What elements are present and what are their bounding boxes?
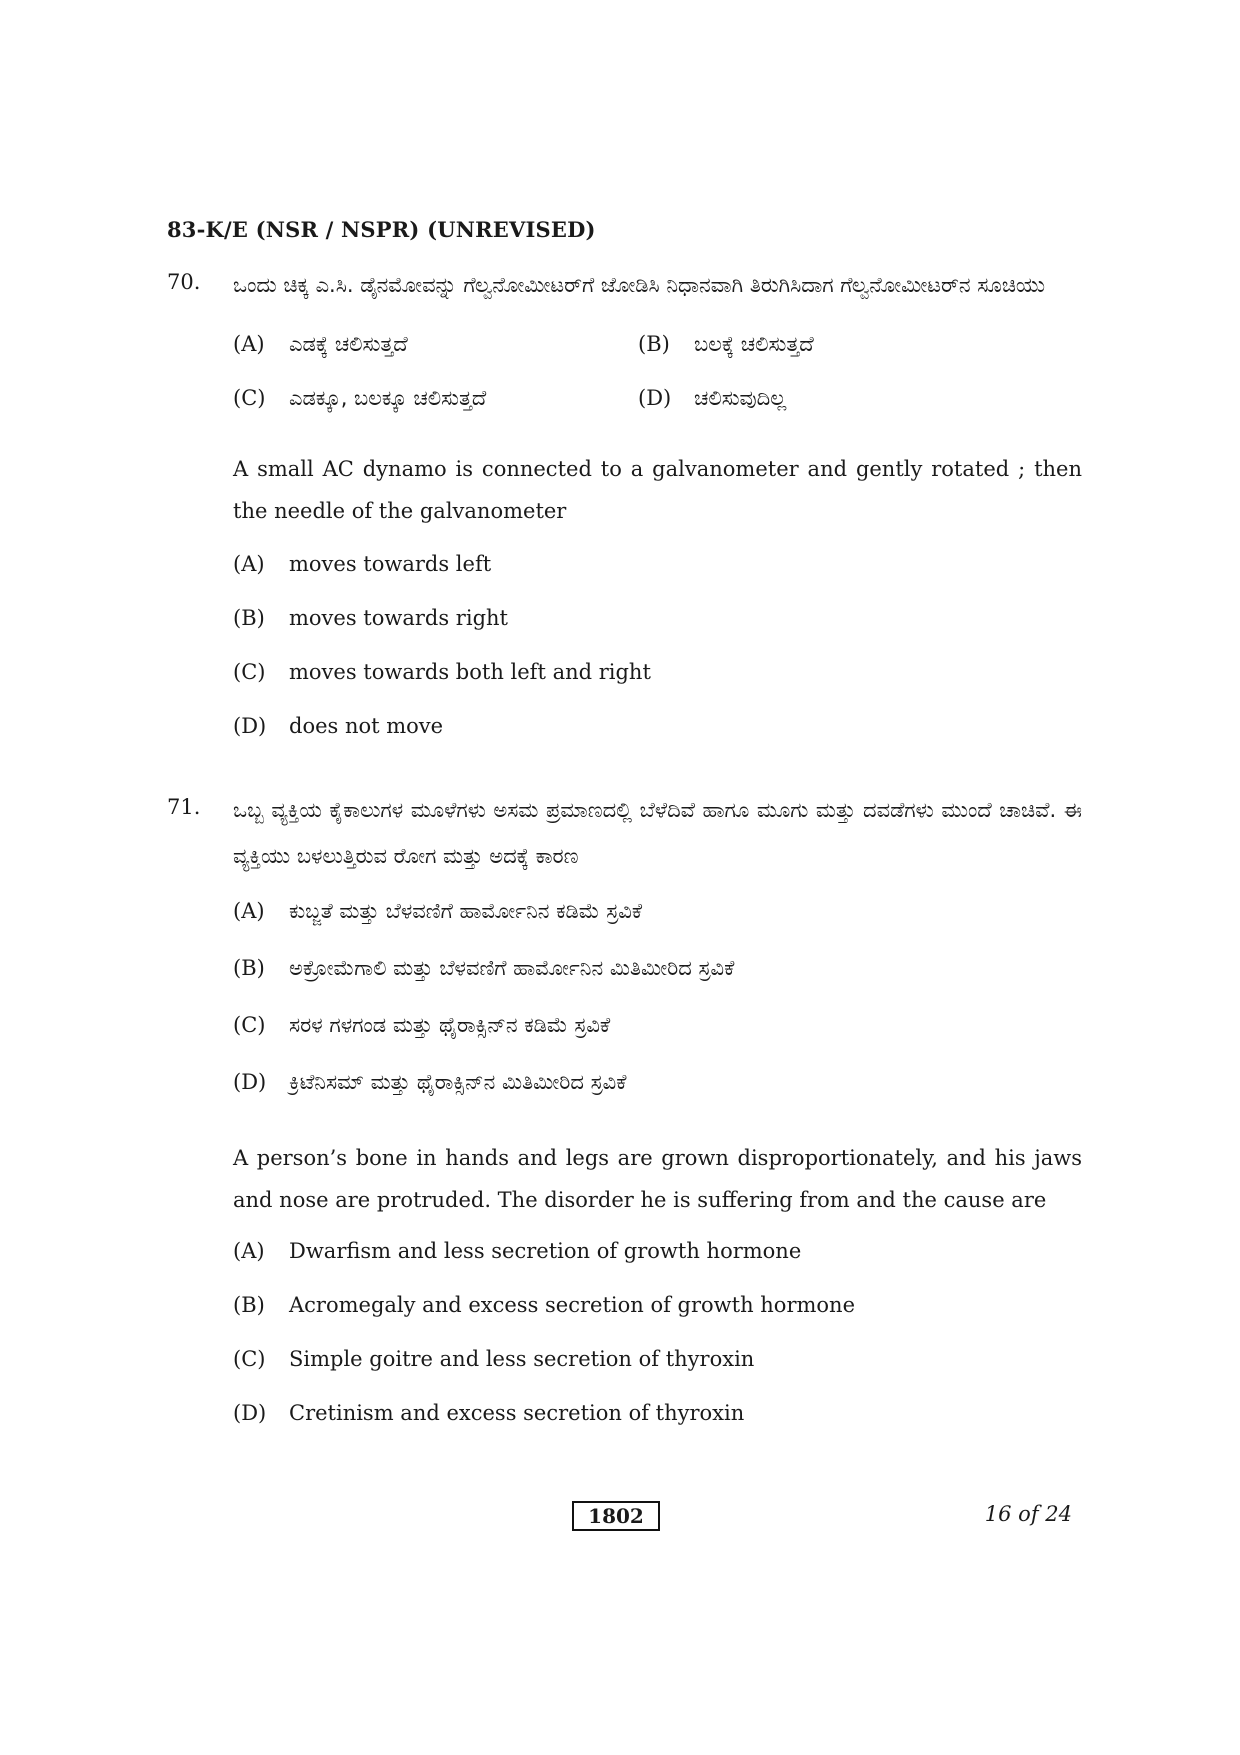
option-label: (A) [233,552,265,576]
option-text: moves towards right [289,606,508,630]
option-c-english [233,1339,1082,1393]
option-text: moves towards left [289,552,492,576]
option-a-kannada [233,891,1082,948]
option-label: (C) [233,660,266,684]
option-a-english [233,1231,1082,1285]
page-number: 16 of 24 [984,1502,1072,1526]
kannada-options [233,891,1082,1119]
option-text: Acromegaly and excess secretion of growth hormone [289,1293,855,1317]
option-label: (C) [233,1013,266,1037]
option-text: ಅಕ್ರೋಮೆಗಾಲಿ ಮತ್ತು ಬೆಳವಣಿಗೆ ಹಾರ್ಮೋನಿನ ಮಿತಿಮೀರಿದ ಸ್ರವಿಕೆ [289,956,735,980]
option-label: (D) [638,386,672,410]
option-a-kannada [233,324,638,364]
option-text: Simple goitre and less secretion of thyroxin [289,1347,755,1371]
option-a-english [233,544,1082,598]
option-label: (C) [233,386,266,410]
option-text: ಕ್ರಿಟೆನಿಸಮ್ ಮತ್ತು ಥೈರಾಕ್ಸಿನ್‌ನ ಮಿತಿಮೀರಿದ ಸ್ರವಿಕೆ [289,1070,627,1094]
question-text-english: A person’s bone in hands and legs are grown disproportionately, and his jaws and nose are protruded. The disorder he is suffering from and the cause are [233,1146,1082,1212]
option-label: (B) [638,332,670,356]
booklet-code-box: 1802 [572,1501,660,1531]
option-c-kannada [233,1005,1082,1062]
option-label: (A) [233,332,265,356]
option-b-english [233,1285,1082,1339]
question-70 [167,262,1082,760]
question-71 [167,787,1082,1447]
option-text: ಸರಳ ಗಳಗಂಡ ಮತ್ತು ಥೈರಾಕ್ಸಿನ್‌ನ ಕಡಿಮೆ ಸ್ರವಿಕೆ [289,1013,611,1037]
option-text: ಎಡಕ್ಕೂ, ಬಲಕ್ಕೂ ಚಲಿಸುತ್ತದೆ [289,386,487,410]
english-options [233,1231,1082,1447]
option-d-english [233,706,1082,760]
question-text-kannada: ಒಂದು ಚಿಕ್ಕ ಎ.ಸಿ. ಡೈನಮೋವನ್ನು ಗೆಲ್ವನೋಮೀಟರ್‌ಗೆ ಜೋಡಿಸಿ ನಿಧಾನವಾಗಿ ತಿರುಗಿಸಿದಾಗ ಗೆಲ್ವನೋಮೀಟರ್‌ನ ಸೂಚಿಯು [233,273,1046,297]
option-text: does not move [289,714,444,738]
option-d-kannada [233,1062,1082,1119]
paper-code-header: 83-K/E (NSR / NSPR) (UNREVISED) [167,217,596,242]
option-text: ಕುಬ್ಜತೆ ಮತ್ತು ಬೆಳವಣಿಗೆ ಹಾರ್ಮೋನಿನ ಕಡಿಮೆ ಸ್ರವಿಕೆ [289,899,643,923]
option-text: ಬಲಕ್ಕೆ ಚಲಿಸುತ್ತದೆ [694,332,814,356]
question-text-english: A small AC dynamo is connected to a galvanometer and gently rotated ; then the needle of the galvanometer [233,457,1082,523]
option-text: moves towards both left and right [289,660,651,684]
option-label: (A) [233,899,265,923]
option-text: ಎಡಕ್ಕೆ ಚಲಿಸುತ್ತದೆ [289,332,408,356]
option-b-kannada [233,948,1082,1005]
option-label: (D) [233,1070,267,1094]
option-d-kannada [638,378,1043,418]
option-label: (A) [233,1239,265,1263]
option-b-english [233,598,1082,652]
option-label: (B) [233,1293,265,1317]
option-label: (D) [233,1401,267,1425]
option-label: (C) [233,1347,266,1371]
question-text-kannada: ಒಬ್ಬ ವ್ಯಕ್ತಿಯ ಕೈಕಾಲುಗಳ ಮೂಳೆಗಳು ಅಸಮ ಪ್ರಮಾಣದಲ್ಲಿ ಬೆಳೆದಿವೆ ಹಾಗೂ ಮೂಗು ಮತ್ತು ದವಡೆಗಳು ಮುಂದೆ ಚಾಚಿವೆ. ಈ ವ್ಯಕ್ತಿಯು ಬಳಲುತ್ತಿರುವ ರೋಗ ಮತ್ತು ಅದಕ್ಕೆ ಕಾರಣ [233,798,1082,868]
kannada-options [233,324,1082,418]
option-label: (B) [233,956,265,980]
option-c-kannada [233,378,638,418]
option-d-english [233,1393,1082,1447]
option-text: Dwarfism and less secretion of growth hormone [289,1239,802,1263]
option-b-kannada [638,324,1043,364]
option-c-english [233,652,1082,706]
question-number: 70. [167,270,201,294]
option-label: (B) [233,606,265,630]
english-options [233,544,1082,760]
option-text: ಚಲಿಸುವುದಿಲ್ಲ [694,386,787,410]
option-label: (D) [233,714,267,738]
option-text: Cretinism and excess secretion of thyroxin [289,1401,745,1425]
question-number: 71. [167,795,201,819]
